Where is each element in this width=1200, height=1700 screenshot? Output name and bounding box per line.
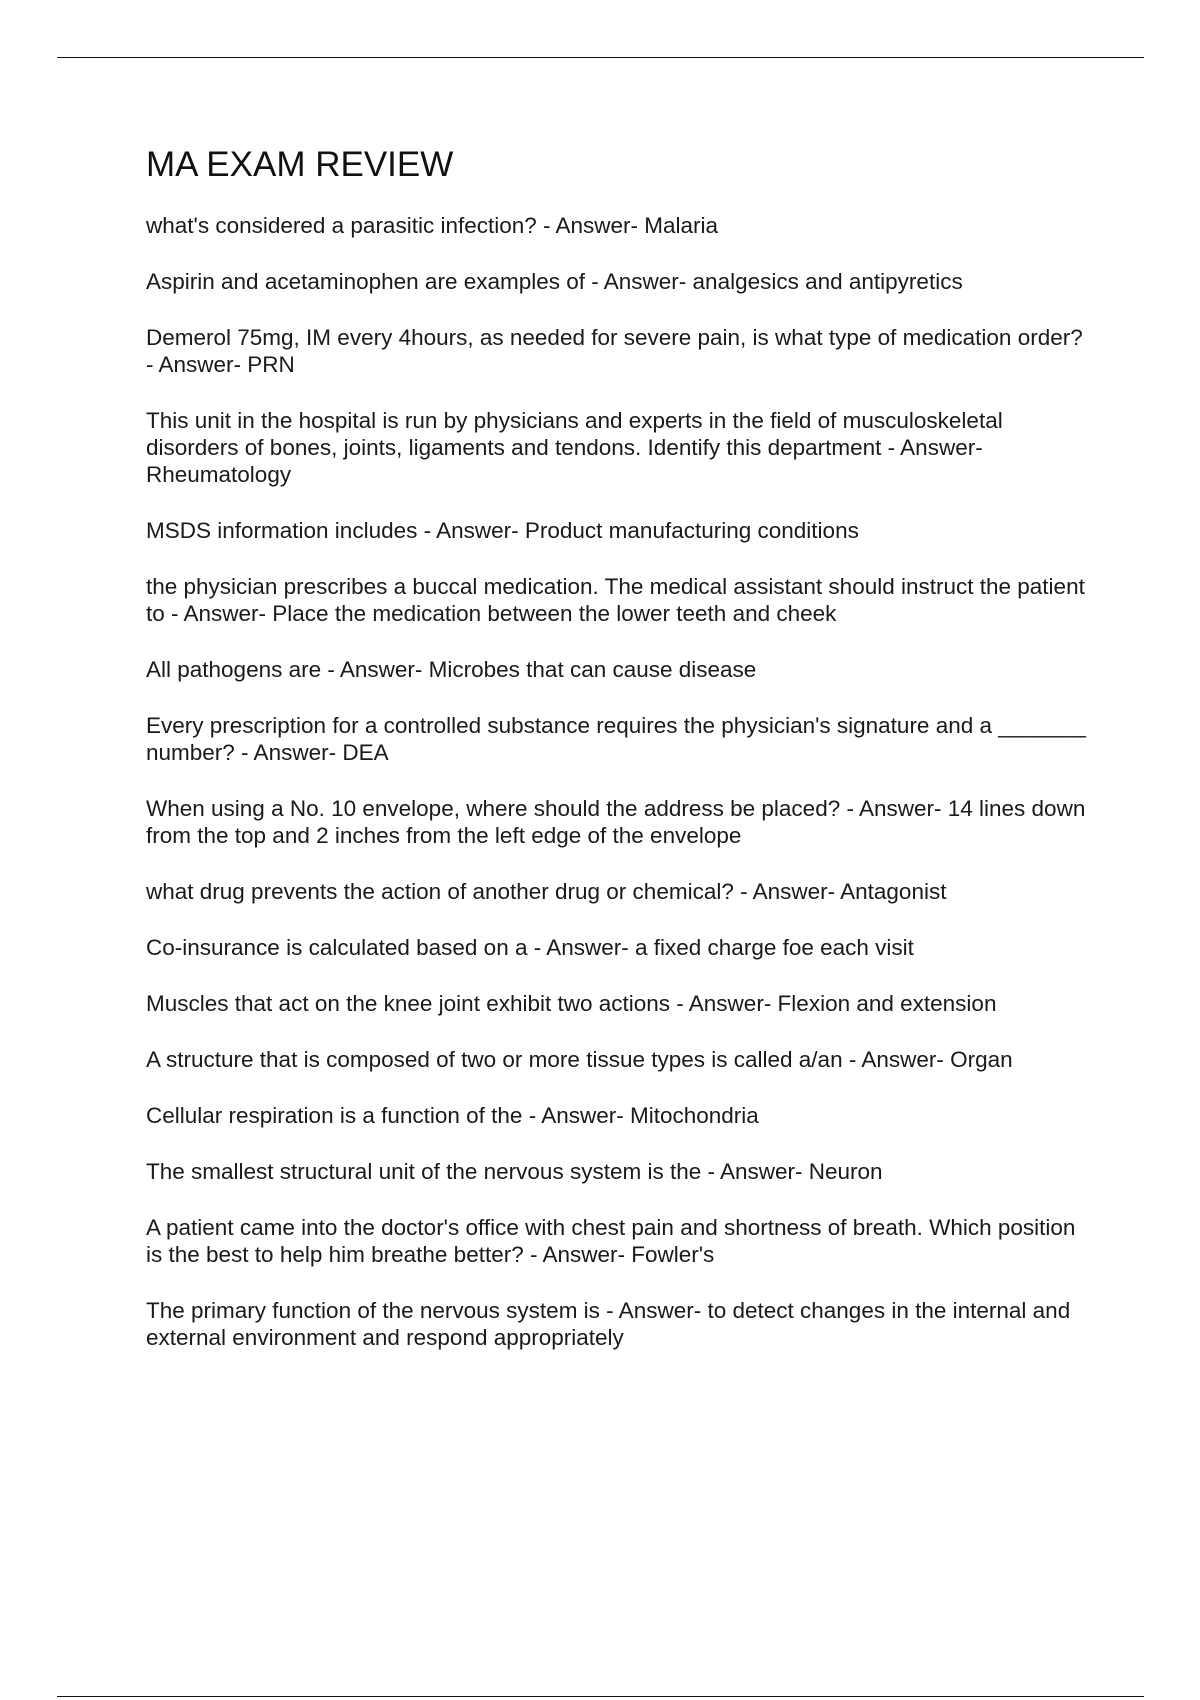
qa-item: A patient came into the doctor's office with chest pain and shortness of breath. Which position is the best to help him breathe better? - Answer- Fowler's [146,1215,1076,1267]
qa-item: what drug prevents the action of another drug or chemical? - Answer- Antagonist [146,879,947,904]
qa-item: Co-insurance is calculated based on a - Answer- a fixed charge foe each visit [146,935,914,960]
qa-item: The smallest structural unit of the nervous system is the - Answer- Neuron [146,1159,883,1184]
qa-item: Muscles that act on the knee joint exhibit two actions - Answer- Flexion and extension [146,991,997,1016]
qa-item: All pathogens are - Answer- Microbes that can cause disease [146,657,757,682]
document-title: MA EXAM REVIEW [146,145,454,184]
qa-item: MSDS information includes - Answer- Product manufacturing conditions [146,518,859,543]
qa-item: what's considered a parasitic infection? - Answer- Malaria [146,213,719,238]
qa-item: When using a No. 10 envelope, where should the address be placed? - Answer- 14 lines down from the top and 2 inches from the left edge of the envelope [146,796,1086,848]
qa-item: Demerol 75mg, IM every 4hours, as needed for severe pain, is what type of medication order? - Answer- PRN [146,325,1083,377]
qa-item: Cellular respiration is a function of the - Answer- Mitochondria [146,1103,759,1128]
qa-list [146,212,1086,1351]
bottom-divider [57,1696,1144,1697]
qa-item: This unit in the hospital is run by physicians and experts in the field of musculoskeletal disorders of bones, joints, ligaments and tendons. Identify this department - Answer- Rheumatology [146,408,1003,487]
qa-item: Aspirin and acetaminophen are examples of - Answer- analgesics and antipyretics [146,269,963,294]
top-divider [57,57,1144,58]
qa-item: the physician prescribes a buccal medication. The medical assistant should instruct the patient to - Answer- Place the medication between the lower teeth and cheek [146,574,1085,626]
qa-item: The primary function of the nervous system is - Answer- to detect changes in the internal and external environment and respond appropriately [146,1298,1071,1350]
qa-item: Every prescription for a controlled substance requires the physician's signature and a _______ number? - Answer- DEA [146,713,1086,765]
document-body [146,144,1086,1380]
qa-item: A structure that is composed of two or more tissue types is called a/an - Answer- Organ [146,1047,1013,1072]
